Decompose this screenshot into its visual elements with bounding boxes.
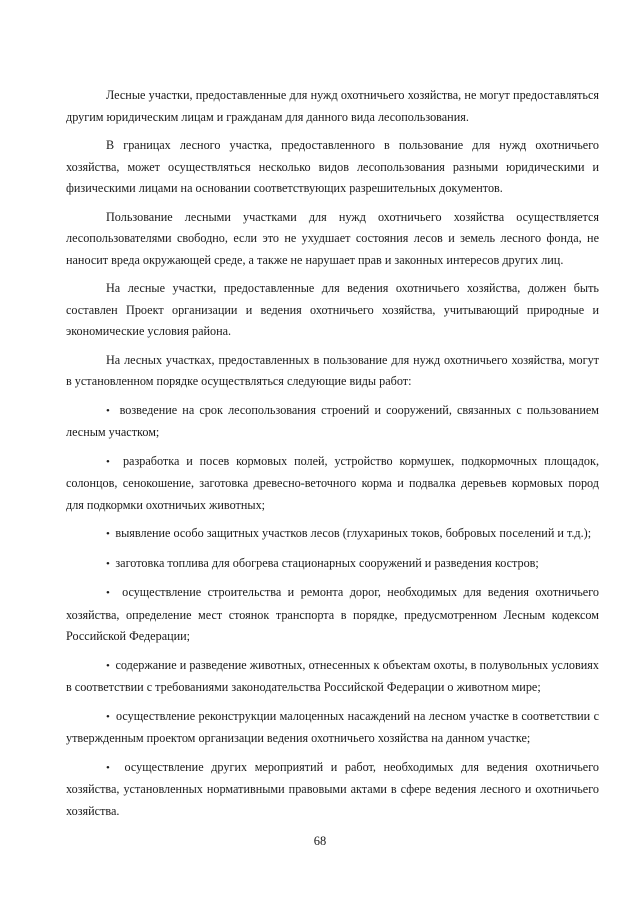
paragraph: Пользование лесными участками для нужд охотничьего хозяйства осуществляется лесопользователями свободно, если это не ухудшает состояния лесов и земель лесного фонда, не наносит вреда окружающей среде, а также не нарушает прав и законных интересов других лиц. (66, 209, 599, 267)
bullet-item: • осуществление строительства и ремонта дорог, необходимых для ведения охотничьего хозяйства, определение мест стоянок транспорта в порядке, предусмотренном Лесным кодексом Российской Федерации; (66, 582, 599, 648)
bullet-item: • возведение на срок лесопользования строений и сооружений, связанных с пользованием лесным участком; (66, 400, 599, 444)
bullet-item: • разработка и посев кормовых полей, устройство кормушек, подкормочных площадок, солонцов, сенокошение, заготовка древесно-веточного корма и подвалка деревьев кормовых пород для подкормки охотничьих животных; (66, 451, 599, 517)
bullet-item: • выявление особо защитных участков лесов (глухариных токов, бобровых поселений и т.д.); (66, 523, 599, 546)
paragraph: В границах лесного участка, предоставленного в пользование для нужд охотничьего хозяйства, может осуществляться несколько видов лесопользования разными юридическими и физическими лицами на основании соответствующих разрешительных документов. (66, 138, 599, 195)
paragraph: На лесные участки, предоставленные для ведения охотничьего хозяйства, должен быть составлен Проект организации и ведения охотничьего хозяйства, учитывающий природные и экономические условия района. (66, 281, 599, 338)
bullet-item: • заготовка топлива для обогрева стационарных сооружений и разведения костров; (66, 553, 599, 576)
paragraph: На лесных участках, предоставленных в пользование для нужд охотничьего хозяйства, могут в установленном порядке осуществляться следующие виды работ: (66, 352, 599, 388)
document-page (66, 85, 599, 829)
page-number: 68 (313, 834, 327, 848)
paragraph: Лесные участки, предоставленные для нужд охотничьего хозяйства, не могут предоставляться другим юридическим лицам и гражданам для данного вида лесопользования. (66, 88, 599, 124)
bullet-item: • осуществление других мероприятий и работ, необходимых для ведения охотничьего хозяйства, установленных нормативными правовыми актами в сфере ведения лесного и охотничьего хозяйства. (66, 757, 599, 823)
bullet-item: • содержание и разведение животных, отнесенных к объектам охоты, в полувольных условиях в соответствии с требованиями законодательства Российской Федерации о животном мире; (66, 655, 599, 699)
bullet-item: • осуществление реконструкции малоценных насаждений на лесном участке в соответствии с утвержденным проектом организации ведения охотничьего хозяйства на данном участке; (66, 706, 599, 750)
